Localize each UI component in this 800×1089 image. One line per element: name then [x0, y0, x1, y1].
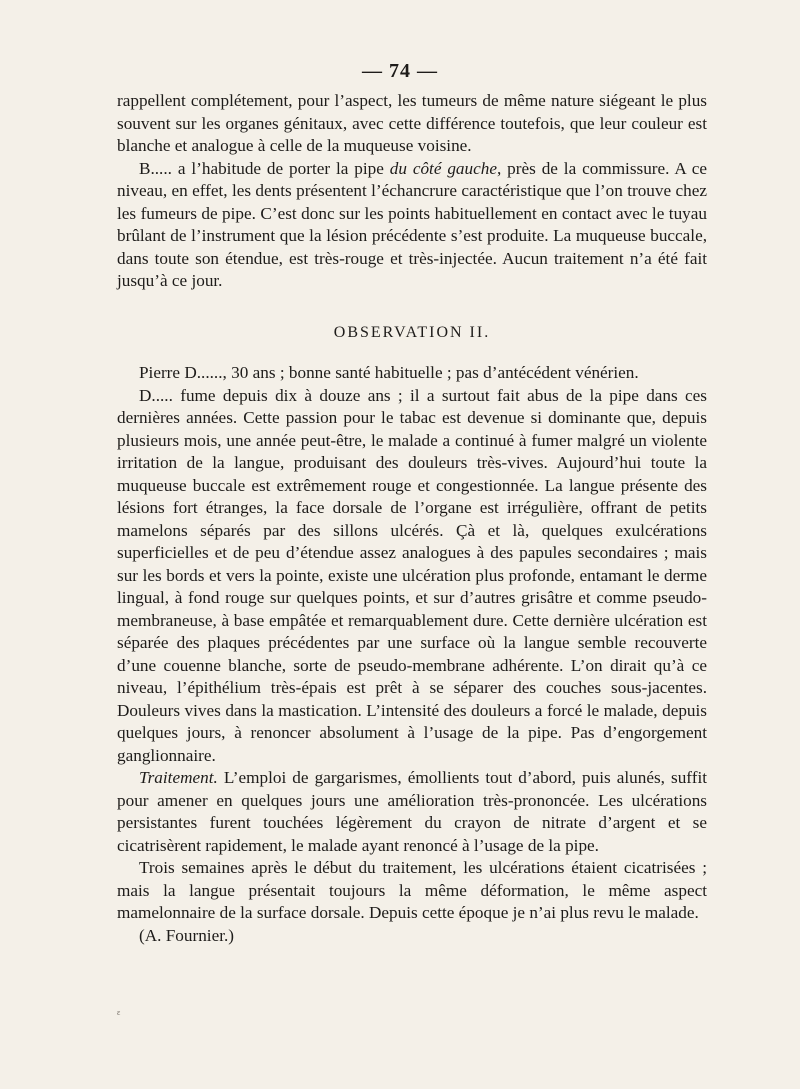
paragraph-habit-end: , près de la commissure. A ce niveau, en effet, les dents présentent l’échancrure caractéristique que l’on trouve chez les fumeurs de pipe. C’est donc sur les points habituellement en contact avec le tuyau brûlant de l’instrument que la lésion précédente s’est produite. La muqueuse buccale, dans toute son étendue, est très-rouge et très-injectée. Aucun traitement n’a été fait jusqu’à ce jour. [117, 158, 708, 290]
paragraph-habit-italic: du côté gauche [389, 158, 497, 178]
text-body [117, 90, 707, 947]
paragraph-continuation: rappellent complétement, pour l’aspect, les tumeurs de même nature siégeant le plus souvent sur les organes génitaux, avec cette différence toutefois, que leur couleur est blanche et analogue à celle de la muqueuse voisine. [117, 91, 707, 155]
treatment-label: Traitement. [139, 768, 218, 787]
paragraph-author: (A. Fournier.) [139, 925, 234, 945]
stray-ink-mark: ɛ [117, 1008, 121, 1017]
section-heading: OBSERVATION II. [333, 323, 491, 341]
paragraph-treatment [117, 767, 707, 857]
treatment-text: L’emploi de gargarismes, émollients tout d’abord, puis alunés, suffit pour amener en quelques jours une amélioration très-prononcée. Les ulcérations persistantes furent touchées légèrement du crayon de nitrate d’argent et se cicatrisèrent rapidement, le malade ayant renoncé à l’usage de la pipe. [117, 768, 707, 855]
paragraph-case-description: D..... fume depuis dix à douze ans ; il a surtout fait abus de la pipe dans ces dernières années. Cette passion pour le tabac est devenue si dominante que, depuis plusieurs mois, une année peut-être, le malade a continué à fumer malgré un violente irritation de la langue, produisant des douleurs très-vives. Aujourd’hui toute la muqueuse buccale est extrêmement rouge et congestionnée. La langue présente des lésions fort étranges, la face dorsale de l’organe est irrégulière, offrant de petits mamelons séparés par des sillons ulcérés. Çà et là, quelques exulcérations superficielles et de peu d’étendue assez analogues à des papules secondaires ; mais sur les bords et vers la pointe, existe une ulcération plus profonde, entamant le derme lingual, à fond rouge sur quelques points, et sur d’autres grisâtre et comme pseudo-membraneuse, à base empâtée et remarquablement dure. Cette dernière ulcération est séparée des plaques précédentes par une surface où la langue semble recouverte d’une couenne blanche, sorte de pseudo-membrane adhérente. L’on dirait qu’à ce niveau, l’épithélium très-épais est prêt à se séparer des couches sous-jacentes. Douleurs vives dans la mastication. L’intensité des douleurs a forcé le malade, depuis quelques jours, à renoncer absolument à l’usage de la pipe. Pas d’engorgement ganglionnaire. [117, 385, 707, 765]
paragraph-outcome: Trois semaines après le début du traitement, les ulcérations étaient cicatrisées ; mais la langue présentait toujours la même déformation, le même aspect mamelonnaire de la surface dorsale. Depuis cette époque je n’ai plus revu le malade. [117, 858, 707, 922]
paragraph-habit-start: B..... a l’habitude de porter la pipe [139, 158, 390, 178]
paragraph-patient: Pierre D......, 30 ans ; bonne santé habituelle ; pas d’antécédent vénérien. [139, 363, 639, 382]
paragraph-habit [117, 158, 707, 293]
page-number: — 74 — [362, 60, 438, 82]
